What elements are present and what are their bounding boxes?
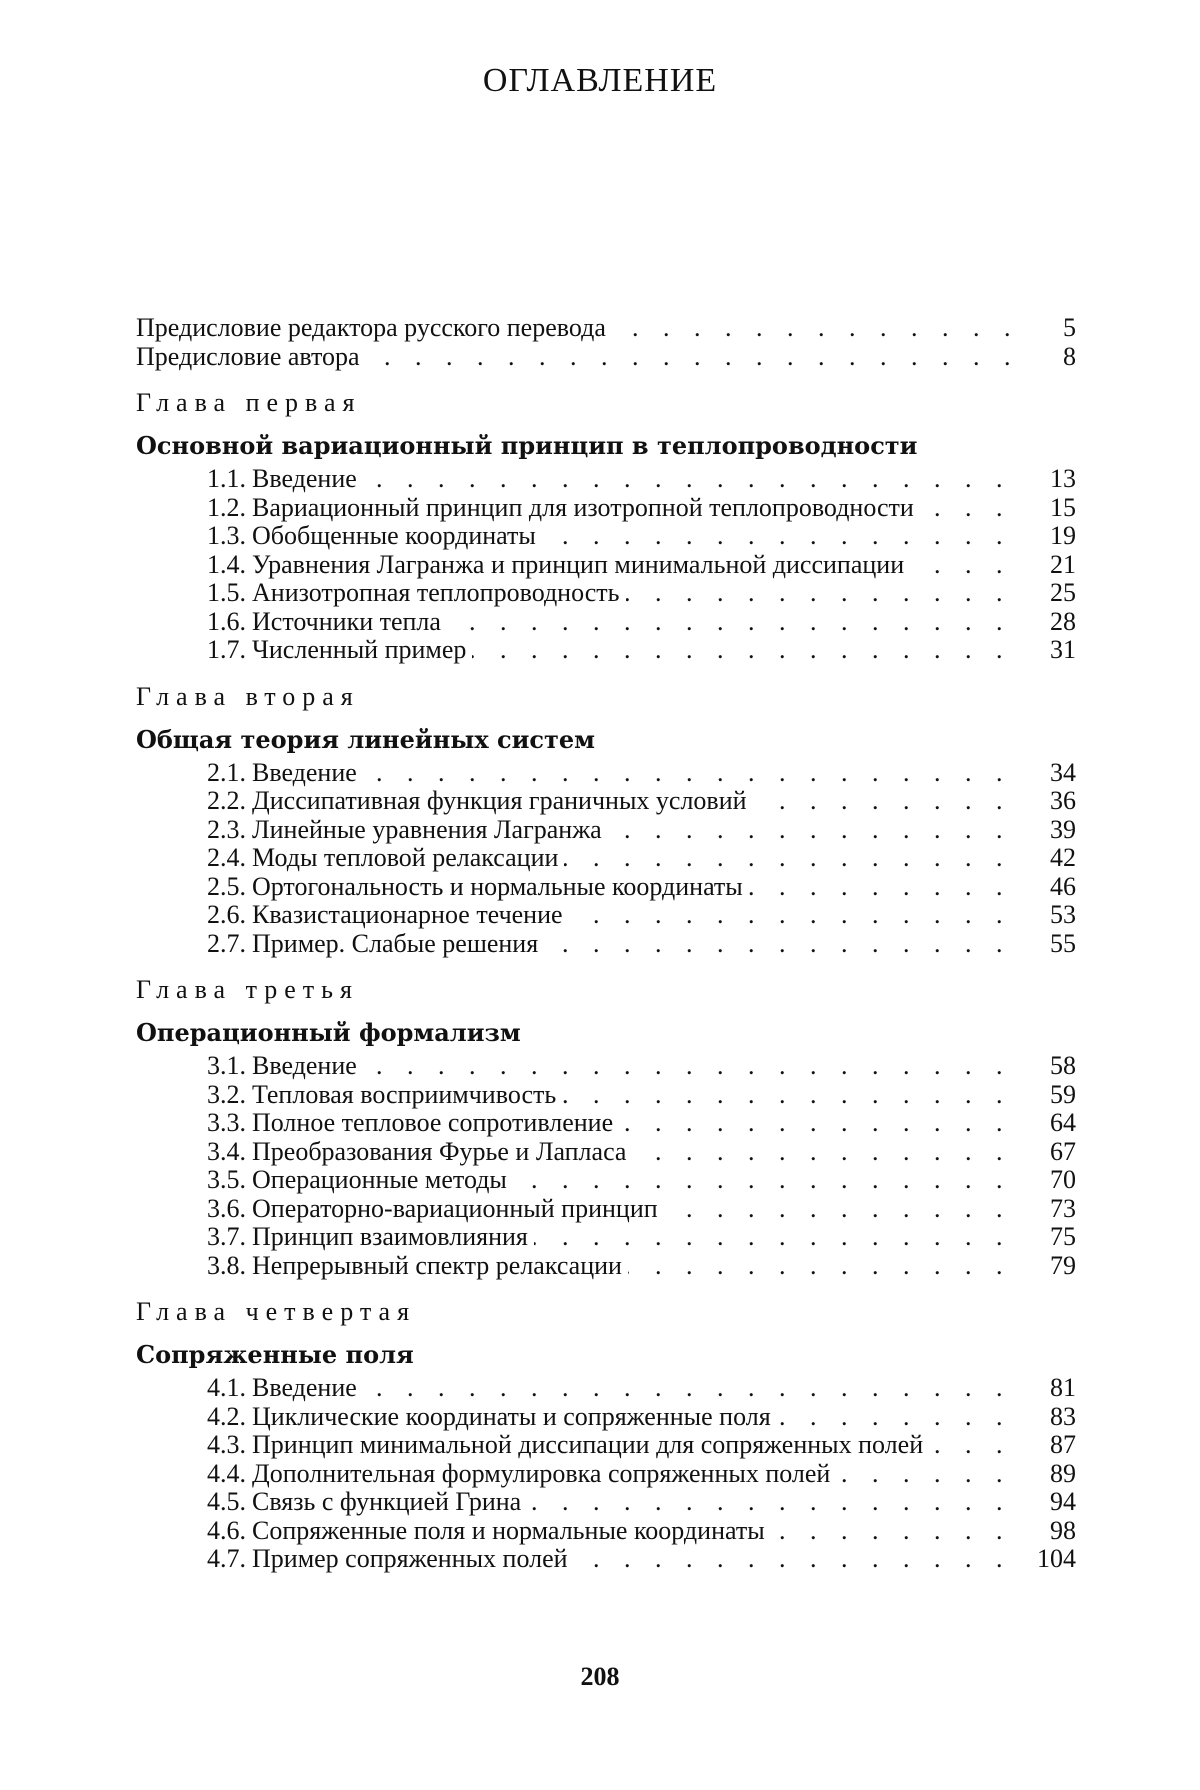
toc-entry-page: 67 xyxy=(1050,1136,1076,1166)
toc-entry-number: 3.3. xyxy=(207,1108,246,1137)
chapter-title: Основной вариационный принцип в теплопроводности xyxy=(136,431,918,460)
chapter-title: Общая теория линейных систем xyxy=(136,724,595,754)
toc-entry[interactable] xyxy=(136,1488,1076,1517)
toc-entry[interactable] xyxy=(136,1517,1076,1546)
toc-entry-number: 4.4. xyxy=(207,1458,246,1488)
chapter-list xyxy=(136,387,1076,1574)
toc-entry-page: 46 xyxy=(1050,871,1076,901)
toc-entry-title: Квазистационарное течение xyxy=(252,901,569,929)
toc-entry-title: Сопряженные поля и нормальные координаты xyxy=(252,1517,771,1545)
toc-entry-title: Предисловие автора xyxy=(136,343,366,371)
chapter-label: Глава вторая xyxy=(136,681,360,711)
toc-entry[interactable] xyxy=(136,1223,1076,1252)
toc-entry-number: 2.3. xyxy=(207,814,246,844)
toc-entry-title: Диссипативная функция граничных условий xyxy=(252,787,753,815)
toc-entry[interactable] xyxy=(136,1460,1076,1489)
toc-entry-number: 2.6. xyxy=(207,900,246,929)
toc-entry-title: Источники тепла xyxy=(252,608,447,636)
toc-entry-title: Связь с функцией Грина xyxy=(252,1488,527,1516)
toc-entry[interactable] xyxy=(136,787,1076,816)
toc-entry[interactable] xyxy=(136,579,1076,608)
toc-entry[interactable] xyxy=(136,816,1076,845)
toc-entry-title: Принцип взаимовлияния xyxy=(252,1223,534,1251)
toc-entry[interactable] xyxy=(136,636,1076,665)
toc-entry-page: 87 xyxy=(1050,1430,1076,1459)
toc-entry-page: 36 xyxy=(1050,786,1076,815)
toc-entry[interactable] xyxy=(136,901,1076,930)
toc-entry-title: Операционные методы xyxy=(252,1166,513,1194)
chapter-label: Глава третья xyxy=(136,975,359,1004)
chapter-label: Глава четвертая xyxy=(136,1297,417,1326)
toc-entry-page: 42 xyxy=(1050,843,1076,872)
toc-entry-page: 81 xyxy=(1050,1373,1076,1402)
toc-entry-number: 4.3. xyxy=(207,1430,246,1459)
toc-entry-number: 3.6. xyxy=(207,1193,246,1223)
toc-entry-number: 1.2. xyxy=(207,492,246,522)
toc-entry-number: 3.4. xyxy=(207,1136,246,1166)
toc-entry[interactable] xyxy=(136,608,1076,637)
toc-entry-number: 2.7. xyxy=(207,928,246,958)
toc-entry[interactable] xyxy=(136,1374,1076,1403)
toc-entry-page: 64 xyxy=(1050,1108,1076,1137)
toc-entry-title: Пример сопряженных полей xyxy=(252,1545,574,1573)
toc-entry-page: 83 xyxy=(1050,1401,1076,1431)
toc-entry-number: 1.1. xyxy=(207,464,246,493)
toc-entry[interactable] xyxy=(136,1166,1076,1195)
toc-entry-page: 58 xyxy=(1050,1051,1076,1080)
toc-entry-title: Введение xyxy=(252,759,363,787)
toc-entry-number: 3.8. xyxy=(207,1250,246,1280)
toc-entry[interactable] xyxy=(136,1195,1076,1224)
toc-entry-number: 4.7. xyxy=(207,1544,246,1573)
toc-entry-number: 4.1. xyxy=(207,1373,246,1402)
toc-entry-page: 39 xyxy=(1050,814,1076,844)
toc-entry-page: 73 xyxy=(1050,1193,1076,1223)
toc-entry-title: Преобразования Фурье и Лапласа xyxy=(252,1138,632,1166)
toc-entry-number: 2.2. xyxy=(207,786,246,815)
toc-entry-page: 79 xyxy=(1050,1250,1076,1280)
toc-entry-page: 53 xyxy=(1050,900,1076,929)
toc-entry-number: 3.7. xyxy=(207,1222,246,1251)
toc-entry-page: 34 xyxy=(1050,757,1076,787)
toc-entry[interactable] xyxy=(136,494,1076,523)
chapter-label: Глава первая xyxy=(136,388,362,417)
toc-entry-page: 98 xyxy=(1050,1515,1076,1545)
toc-entry-page: 13 xyxy=(1050,464,1076,493)
toc-entry-title: Введение xyxy=(252,465,363,493)
toc-entry[interactable] xyxy=(136,465,1076,494)
toc-entry-page: 104 xyxy=(1037,1544,1076,1573)
toc-entry-page: 8 xyxy=(1063,341,1076,371)
toc-entry-title: Полное тепловое сопротивление xyxy=(252,1109,619,1137)
toc-entry[interactable] xyxy=(136,1052,1076,1081)
toc-entry-preface-editor[interactable] xyxy=(136,314,1076,343)
toc-entry-page: 21 xyxy=(1050,549,1076,579)
toc-entry-title: Моды тепловой релаксации xyxy=(252,844,564,872)
toc-entry-title: Предисловие редактора русского перевода xyxy=(136,314,612,342)
toc-entry-page: 15 xyxy=(1050,492,1076,522)
toc-entry-page: 55 xyxy=(1050,928,1076,958)
toc-entry-title: Циклические координаты и сопряженные поля xyxy=(252,1403,777,1431)
toc-entry-title: Уравнения Лагранжа и принцип минимальной диссипации xyxy=(252,551,910,579)
toc-entry[interactable] xyxy=(136,1109,1076,1138)
toc-entry-number: 2.4. xyxy=(207,843,246,872)
toc-entry-number: 3.2. xyxy=(207,1079,246,1109)
toc-entry[interactable] xyxy=(136,1252,1076,1281)
toc-entry-page: 89 xyxy=(1050,1458,1076,1488)
toc-entry[interactable] xyxy=(136,873,1076,902)
toc-entry[interactable] xyxy=(136,551,1076,580)
toc-entry-title: Численный пример xyxy=(252,636,472,664)
toc-entry[interactable] xyxy=(136,1138,1076,1167)
toc-entry-page: 75 xyxy=(1050,1222,1076,1251)
toc-entry-number: 4.5. xyxy=(207,1487,246,1516)
chapter-title: Сопряженные поля xyxy=(136,1340,414,1369)
toc-entry-page: 31 xyxy=(1050,635,1076,664)
toc-entry-title: Ортогональность и нормальные координаты xyxy=(252,873,749,901)
toc-entry-title: Вариационный принцип для изотропной теплопроводности xyxy=(252,494,920,522)
toc-entry-number: 1.7. xyxy=(207,635,246,664)
toc-entry-title: Дополнительная формулировка сопряженных полей xyxy=(252,1460,836,1488)
toc-entry[interactable] xyxy=(136,930,1076,959)
toc-entry-title: Пример. Слабые решения xyxy=(252,930,544,958)
toc-entry-title: Линейные уравнения Лагранжа xyxy=(252,816,608,844)
toc-entry-title: Операторно-вариационный принцип xyxy=(252,1195,664,1223)
toc-entry-page: 5 xyxy=(1063,313,1076,342)
chapter-title: Операционный формализм xyxy=(136,1018,521,1047)
toc-entry-title: Обобщенные координаты xyxy=(252,522,542,550)
toc-entry-page: 94 xyxy=(1050,1487,1076,1516)
toc-entry-preface-author[interactable] xyxy=(136,343,1076,372)
toc-entry-page: 28 xyxy=(1050,606,1076,636)
toc-entry[interactable] xyxy=(136,1545,1076,1574)
toc-entry-page: 59 xyxy=(1050,1079,1076,1109)
toc-entry[interactable] xyxy=(136,844,1076,873)
toc-entry[interactable] xyxy=(136,1081,1076,1110)
toc-entry-number: 2.1. xyxy=(207,757,246,787)
toc-entry-number: 3.5. xyxy=(207,1165,246,1194)
toc-entry-page: 70 xyxy=(1050,1165,1076,1194)
toc-entry-number: 1.3. xyxy=(207,521,246,550)
toc-entry-number: 1.4. xyxy=(207,549,246,579)
toc-entry[interactable] xyxy=(136,522,1076,551)
toc-entry-title: Анизотропная теплопроводность xyxy=(252,579,626,607)
toc-entry[interactable] xyxy=(136,759,1076,788)
toc-entry-title: Введение xyxy=(252,1052,363,1080)
page-number: 208 xyxy=(580,1662,620,1691)
toc-entry[interactable] xyxy=(136,1403,1076,1432)
toc-entry-number: 1.5. xyxy=(207,578,246,607)
toc-entry-number: 4.6. xyxy=(207,1515,246,1545)
toc-entry-number: 2.5. xyxy=(207,871,246,901)
toc-entry-title: Непрерывный спектр релаксации xyxy=(252,1252,628,1280)
toc-entry-page: 19 xyxy=(1050,521,1076,550)
toc-entry-number: 1.6. xyxy=(207,606,246,636)
toc-entry-title: Введение xyxy=(252,1374,363,1402)
toc-entry-title: Принцип минимальной диссипации для сопряженных полей xyxy=(252,1431,929,1459)
toc-entry-number: 4.2. xyxy=(207,1401,246,1431)
toc-entry[interactable] xyxy=(136,1431,1076,1460)
toc-entry-title: Тепловая восприимчивость xyxy=(252,1081,562,1109)
toc-entry-number: 3.1. xyxy=(207,1051,246,1080)
toc-entry-page: 25 xyxy=(1050,578,1076,607)
page-title: ОГЛАВЛЕНИЕ xyxy=(482,62,718,99)
table-of-contents xyxy=(136,314,1076,1574)
